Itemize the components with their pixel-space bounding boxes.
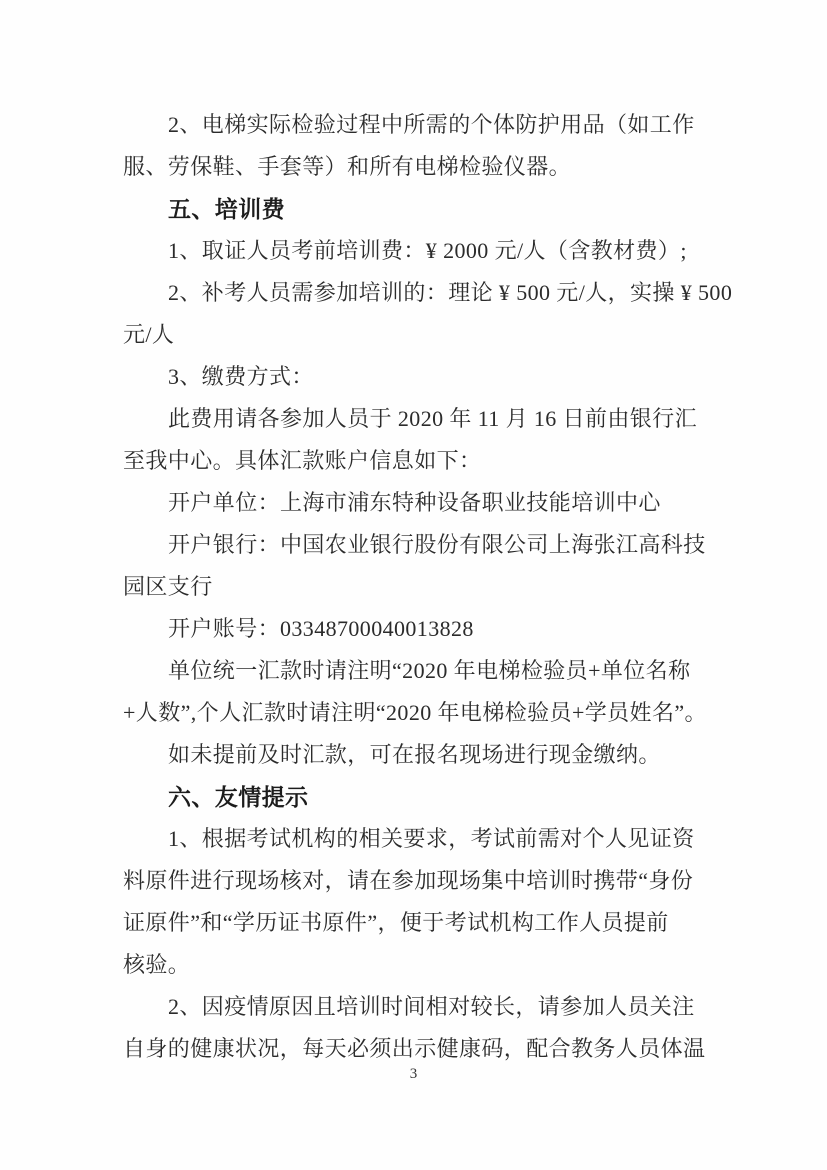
document-body <box>123 102 733 1068</box>
text-line: 2、电梯实际检验过程中所需的个体防护用品（如工作 <box>168 111 695 137</box>
text-line: +人数”,个人汇款时请注明“2020 年电梯检验员+学员姓名”。 <box>123 699 707 725</box>
text-line: 1、根据考试机构的相关要求，考试前需对个人见证资 <box>168 825 695 851</box>
text-line: 单位统一汇款时请注明“2020 年电梯检验员+单位名称 <box>168 657 691 683</box>
text-line: 1、取证人员考前培训费：¥ 2000 元/人（含教材费）; <box>168 237 687 263</box>
text-line: 园区支行 <box>123 573 213 599</box>
text-line-account-name: 开户单位：上海市浦东特种设备职业技能培训中心 <box>168 489 661 515</box>
text-line: 证原件”和“学历证书原件”，便于考试机构工作人员提前 <box>123 909 669 935</box>
text-line: 2、补考人员需参加培训的：理论 ¥ 500 元/人，实操 ¥ 500 <box>168 279 733 305</box>
section-heading-training-fee: 五、培训费 <box>168 195 285 222</box>
page-number: 3 <box>409 1066 418 1082</box>
text-line: 至我中心。具体汇款账户信息如下： <box>123 447 482 473</box>
text-line: 自身的健康状况，每天必须出示健康码，配合教务人员体温 <box>123 1035 706 1061</box>
text-line: 此费用请各参加人员于 2020 年 11 月 16 日前由银行汇 <box>168 405 697 431</box>
text-line: 如未提前及时汇款，可在报名现场进行现金缴纳。 <box>168 741 661 767</box>
text-line: 元/人 <box>123 321 175 347</box>
text-line-bank-name: 开户银行：中国农业银行股份有限公司上海张江高科技 <box>168 531 706 557</box>
text-line: 服、劳保鞋、手套等）和所有电梯检验仪器。 <box>123 153 572 179</box>
text-line-account-number: 开户账号：03348700040013828 <box>168 615 474 641</box>
text-line: 料原件进行现场核对，请在参加现场集中培训时携带“身份 <box>123 867 694 893</box>
text-line: 3、缴费方式： <box>168 363 314 389</box>
text-line: 2、因疫情原因且培训时间相对较长，请参加人员关注 <box>168 993 695 1019</box>
text-line: 核验。 <box>123 951 191 977</box>
section-heading-friendly-tips: 六、友情提示 <box>168 783 309 810</box>
